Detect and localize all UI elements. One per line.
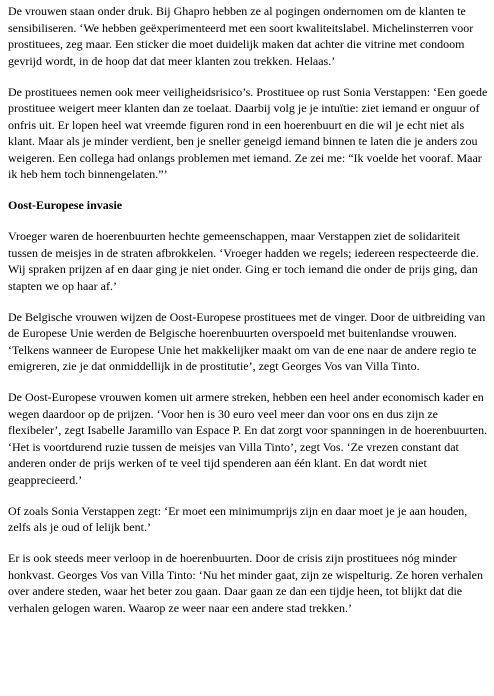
- paragraph-eu-expansion: De Belgische vrouwen wijzen de Oost-Europese prostituees met de vinger. Door de uitbreiding van de Europese Unie werden de Belgische hoerenbuurten overspoeld met buitenlandse vrouwen. ‘Telkens wanneer de Europese Unie het makkelijker maakt om van de ene naar de andere regio te emigreren, zie je dat onmiddellijk in de prostitutie’, zegt Georges Vos van Villa Tinto.: [8, 309, 486, 373]
- paragraph-solidarity: Vroeger waren de hoerenbuurten hechte gemeenschappen, maar Verstappen ziet de solidariteit tussen de meisjes in de straten afbrokkelen. ‘Vroeger hadden we regels; iedereen respecteerde die. Wij spraken prijzen af en daar ging je niet onder. Ging er toch iemand die onder de prijs ging, dan stapten we op haar af.’: [8, 229, 479, 293]
- paragraph-turnover: Er is ook steeds meer verloop in de hoerenbuurten. Door de crisis zijn prostituees nóg minder honkvast. Georges Vos van Villa Tinto: ‘Nu het minder gaat, zijn ze wispelturig. Ze horen verhalen over andere steden, waar het beter zou gaan. Daar gaan ze dan een tijdje heen, tot blijkt dat die verhalen gelogen waren. Waarop ze weer naar een andere stad trekken.’: [8, 551, 483, 615]
- paragraph-minimum-price: Of zoals Sonia Verstappen zegt: ‘Er moet een minimumprijs zijn en daar moet je je aan houden, zelfs als je oud of lelijk bent.’: [8, 503, 468, 534]
- article-body: [8, 3, 488, 631]
- paragraph-pressure: De vrouwen staan onder druk. Bij Ghapro hebben ze al pogingen ondernomen om de klanten te sensibiliseren. ‘We hebben geëxperimenteerd met een soort kwaliteitslabel. Michelinsterren voor prostituees, zeg maar. Een sticker die moet duidelijk maken dat achter die vitrine met condoom gevrijd wordt, in de hoop dat dat meer klanten zou trekken. Helaas.’: [8, 4, 474, 68]
- paragraph-prices: De Oost-Europese vrouwen komen uit armere streken, hebben een heel ander economisch kader en wegen daardoor op de prijzen. ‘Voor hen is 30 euro veel meer dan voor ons en dus zijn ze flexibeler’, zegt Isabelle Jaramillo van Espace P. En dat zorgt voor spanningen in de hoerenbuurten. ‘Het is voortdurend ruzie tussen de meisjes van Villa Tinto’, zegt Vos. ‘Ze vrezen constant dat anderen onder de prijs werken of te veel tijd spenderen aan één klant. En dat wordt niet geapprecieerd.’: [8, 390, 488, 487]
- section-heading: Oost-Europese invasie: [8, 198, 123, 212]
- paragraph-safety-risks: De prostituees nemen ook meer veiligheidsrisico’s. Prostituee op rust Sonia Verstappen: ‘Een goede prostituee weigert meer klanten dan ze toelaat. Daarbij volg je je intuïtie: ziet iemand er onguur of onfris uit. Er lopen heel wat vreemde figuren rond in een hoerenbuurt en die wil je echt niet als klant. Maar als je minder verdient, ben je sneller geneigd iemand binnen te laten die je anders zou weigeren. Een collega had onlangs problemen met iemand. Ze zei me: “Ik voelde het vooraf. Maar ik heb hem toch binnengelaten.”’: [8, 84, 488, 181]
